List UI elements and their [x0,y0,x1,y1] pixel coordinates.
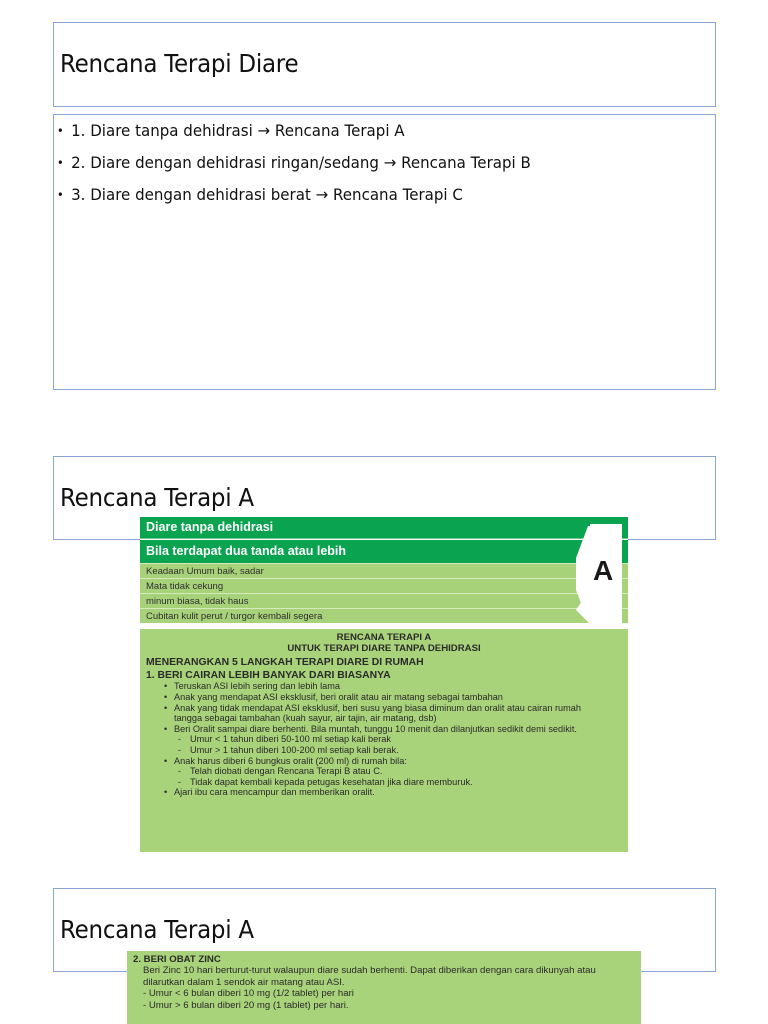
bullet-item [57,182,531,214]
sign-row: Mata tidak cekung [140,578,628,593]
step1-list [140,681,628,798]
plan-panel [140,629,628,852]
zinc-text: Beri Zinc 10 hari berturut-turut walaupun diare sudah berhenti. Dapat diberikan dengan cara dikunyah atau dilarutkan dalam 1 sendok air matang atau ASI. [143,965,596,988]
zinc-dose: - Umur < 6 bulan diberi 10 mg (1/2 tablet) per hari [143,988,354,1000]
list-subitem: - Umur > 1 tahun diberi 100-200 ml setiap kali berak. [140,745,628,756]
badge-letter: A [593,555,614,586]
list-item: • Anak yang mendapat ASI eksklusif, beri oralit atau air matang sebagai tambahan [140,692,628,703]
therapy-a-figure [140,517,628,852]
plan-title: RENCANA TERAPI A [336,632,432,643]
slide1-title: Rencana Terapi Diare [60,49,299,78]
zinc-dose: - Umur > 6 bulan diberi 20 mg (1 tablet) per hari. [143,999,349,1011]
list-subitem: - Umur < 1 tahun diberi 50-100 ml setiap kali berak [140,734,628,745]
slide2-title: Rencana Terapi A [60,483,254,512]
list-item: • Beri Oralit sampai diare berhenti. Bila muntah, tunggu 10 menit dan dilanjutkan sedikit demi sedikit. [140,724,628,735]
list-item: • Ajari ibu cara mencampur dan memberikan oralit. [140,787,628,798]
step2-heading: 2. BERI OBAT ZINC [133,954,221,965]
bullet-text: 2. Diare dengan dehidrasi ringan/sedang → Rencana Terapi B [71,153,531,172]
bullet-text: 1. Diare tanpa dehidrasi → Rencana Terapi A [71,121,405,140]
list-item: • Teruskan ASI lebih sering dan lebih lama [140,681,628,692]
zinc-figure [127,951,641,1024]
list-item: • Anak yang tidak mendapat ASI eksklusif, beri susu yang biasa diminum dan oralit atau cairan rumah tangga sebagai tambahan (kuah sayur, air tajin, air matang, dsb) [140,703,628,724]
bullet-icon: • [57,188,64,202]
slide1-title-box [53,22,716,107]
plan-section-heading: MENERANGKAN 5 LANGKAH TERAPI DIARE DI RUMAH [146,657,424,669]
step1-heading: 1. BERI CAIRAN LEBIH BANYAK DARI BIASANYA [146,669,391,681]
bullet-item [57,118,531,150]
plan-subtitle: UNTUK TERAPI DIARE TANPA DEHIDRASI [287,642,481,654]
sign-row: minum biasa, tidak haus [140,593,628,608]
list-subitem: - Tidak dapat kembali kepada petugas kesehatan jika diare memburuk. [140,777,628,788]
figure-header: Diare tanpa dehidrasi [140,517,628,539]
bullet-icon: • [57,156,64,170]
list-subitem: - Telah diobati dengan Rencana Terapi B atau C. [140,766,628,777]
slide3-title: Rencana Terapi A [60,915,254,944]
bullet-item [57,150,531,182]
slide1-bullet-list [57,118,561,214]
bullet-text: 3. Diare dengan dehidrasi berat → Rencana Terapi C [71,185,463,204]
bullet-icon: • [57,124,64,138]
list-item: • Anak harus diberi 6 bungkus oralit (200 ml) di rumah bila: [140,756,628,767]
sign-row: Cubitan kulit perut / turgor kembali segera [140,608,628,623]
figure-subheader: Bila terdapat dua tanda atau lebih [140,540,628,563]
sign-row: Keadaan Umum baik, sadar [140,563,628,578]
